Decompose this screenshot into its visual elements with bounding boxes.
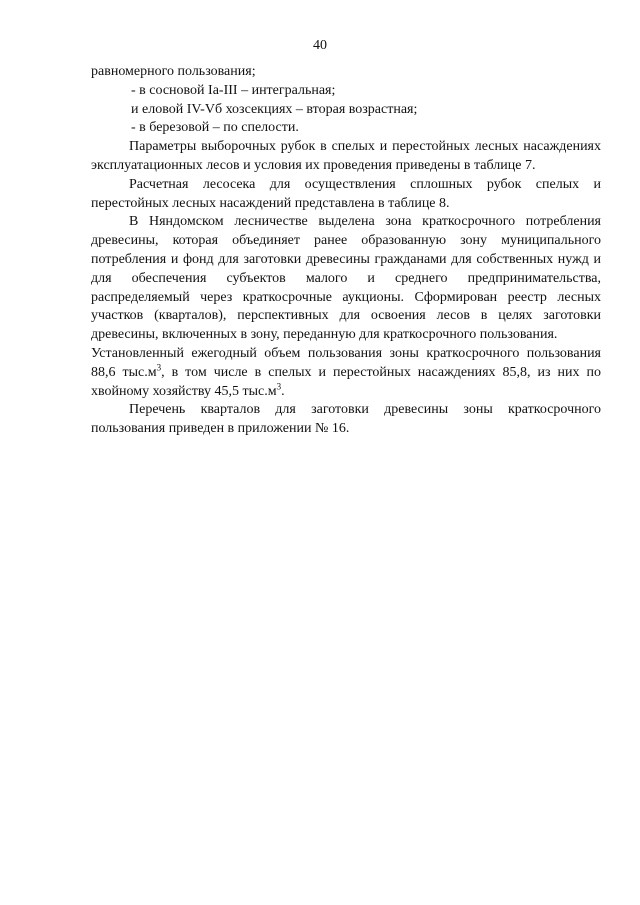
- list-item-pine: - в сосновой Iа-III – интегральная;: [131, 82, 336, 98]
- document-body: [91, 63, 601, 439]
- paragraph-selective-cuttings: Параметры выборочных рубок в спелых и перестойных лесных насаждениях эксплуатационных лесов и условия их проведения приведены в таблице 7.: [91, 139, 601, 173]
- list-item-spruce: и еловой IV-Vб хозсекциях – вторая возрастная;: [131, 101, 418, 117]
- paragraph-short-term-zone: В Няндомском лесничестве выделена зона краткосрочного потребления древесины, которая объединяет ранее образованную зону муниципального потребления и фонд для заготовки древесины гражданами для собственных нужд и для обеспечения субъектов малого и среднего предпринимательства, распределяемый через краткосрочные аукционы. Сформирован реестр лесных участков (кварталов), перспективных для освоения лесов в целях заготовки древесины, включенных в зону, переданную для краткосрочного пользования.: [91, 214, 601, 343]
- annual-volume-text-b: , в том числе в спелых и перестойных насаждениях 85,8, из них по хвойному хозяйству 45,5 тыс.м: [91, 364, 601, 399]
- paragraph-quarters-list: Перечень кварталов для заготовки древесины зоны краткосрочного пользования приведен в приложении № 16.: [91, 402, 601, 437]
- paragraph-annual-volume: [91, 345, 601, 401]
- cubic-superscript: 3: [276, 380, 282, 391]
- paragraph-continuation: равномерного пользования;: [91, 64, 256, 79]
- cubic-superscript: 3: [156, 362, 162, 373]
- list-item-birch: - в березовой – по спелости.: [131, 120, 299, 136]
- page-number: 40: [313, 38, 327, 53]
- annual-volume-text-c: .: [281, 383, 285, 399]
- annual-volume-text-a: Установленный ежегодный объем пользования зоны краткосрочного пользования 88,6 тыс.м: [91, 345, 601, 380]
- paragraph-cutting-area: Расчетная лесосека для осуществления сплошных рубок спелых и перестойных лесных насаждений представлена в таблице 8.: [91, 176, 601, 211]
